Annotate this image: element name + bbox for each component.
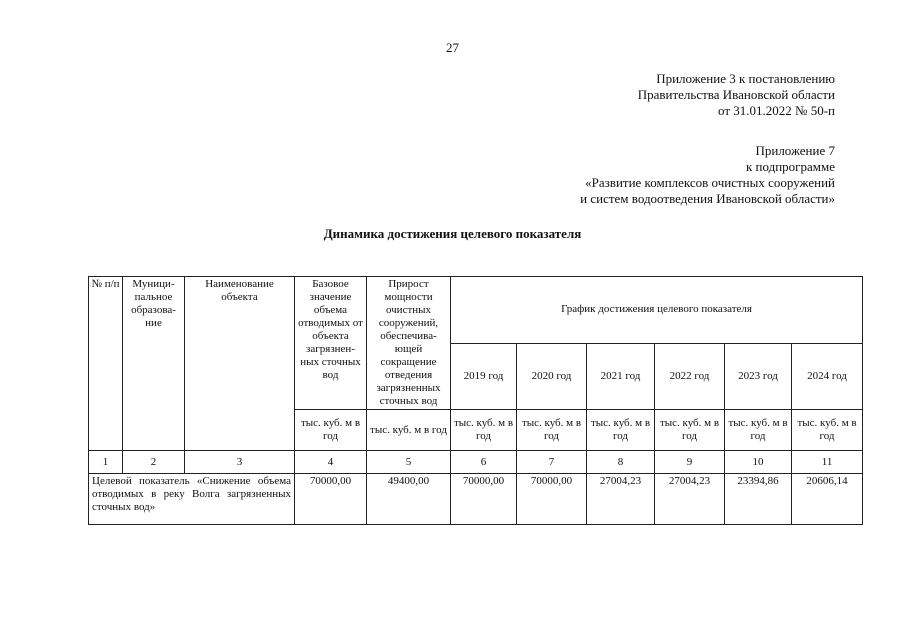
unit-label: тыс. куб. м в год xyxy=(587,410,655,451)
header-municipality: Муници-пальное образова-ние xyxy=(123,277,185,451)
header-year: 2019 год xyxy=(451,343,517,410)
header-year: 2020 год xyxy=(517,343,587,410)
header-object: Наименование объекта xyxy=(185,277,295,451)
column-number: 7 xyxy=(517,451,587,474)
growth-value: 49400,00 xyxy=(367,474,451,525)
unit-label: тыс. куб. м в год xyxy=(725,410,792,451)
appendix-line: Правительства Ивановской области xyxy=(637,87,835,102)
indicator-table xyxy=(88,276,863,525)
header-base: Базовое значение объема отводимых от объекта загрязнен-ных сточных вод xyxy=(295,277,367,410)
indicator-name: Целевой показатель «Снижение объема отводимых в реку Волга загрязненных сточных вод» xyxy=(89,474,295,525)
year-value: 70000,00 xyxy=(517,474,587,525)
header-year: 2024 год xyxy=(792,343,863,410)
header-row xyxy=(89,277,863,344)
appendix-line: и систем водоотведения Ивановской области» xyxy=(580,191,835,206)
header-growth: Прирост мощности очистных сооружений, обеспечива-ющей сокращение отведения загрязненных сточных вод xyxy=(367,277,451,410)
year-value: 70000,00 xyxy=(451,474,517,525)
appendix-header xyxy=(638,71,835,119)
appendix-line: Приложение 3 к постановлению xyxy=(656,71,835,86)
subprogram-appendix-header xyxy=(580,143,835,207)
appendix-line: от 31.01.2022 № 50-п xyxy=(718,103,835,118)
year-value: 23394,86 xyxy=(725,474,792,525)
page-number: 27 xyxy=(446,40,459,55)
unit-label: тыс. куб. м в год xyxy=(451,410,517,451)
header-year: 2021 год xyxy=(587,343,655,410)
header-num: № п/п xyxy=(89,277,123,451)
unit-label: тыс. куб. м в год xyxy=(517,410,587,451)
appendix-line: Приложение 7 xyxy=(755,143,835,158)
column-number: 4 xyxy=(295,451,367,474)
year-value: 27004,23 xyxy=(587,474,655,525)
year-value: 27004,23 xyxy=(655,474,725,525)
base-value: 70000,00 xyxy=(295,474,367,525)
unit-label: тыс. куб. м в год xyxy=(792,410,863,451)
table-row xyxy=(89,474,863,525)
header-schedule: График достижения целевого показателя xyxy=(451,277,863,344)
year-value: 20606,14 xyxy=(792,474,863,525)
column-number: 5 xyxy=(367,451,451,474)
appendix-line: «Развитие комплексов очистных сооружений xyxy=(585,175,835,190)
unit-label: тыс. куб. м в год xyxy=(655,410,725,451)
header-year: 2023 год xyxy=(725,343,792,410)
column-number: 6 xyxy=(451,451,517,474)
column-number: 9 xyxy=(655,451,725,474)
document-title: Динамика достижения целевого показателя xyxy=(323,226,582,241)
unit-label: тыс. куб. м в год xyxy=(367,410,451,451)
column-number: 8 xyxy=(587,451,655,474)
column-number-row xyxy=(89,451,863,474)
header-year: 2022 год xyxy=(655,343,725,410)
column-number: 1 xyxy=(89,451,123,474)
column-number: 3 xyxy=(185,451,295,474)
column-number: 10 xyxy=(725,451,792,474)
column-number: 2 xyxy=(123,451,185,474)
column-number: 11 xyxy=(792,451,863,474)
appendix-line: к подпрограмме xyxy=(745,159,835,174)
unit-label: тыс. куб. м в год xyxy=(295,410,367,451)
